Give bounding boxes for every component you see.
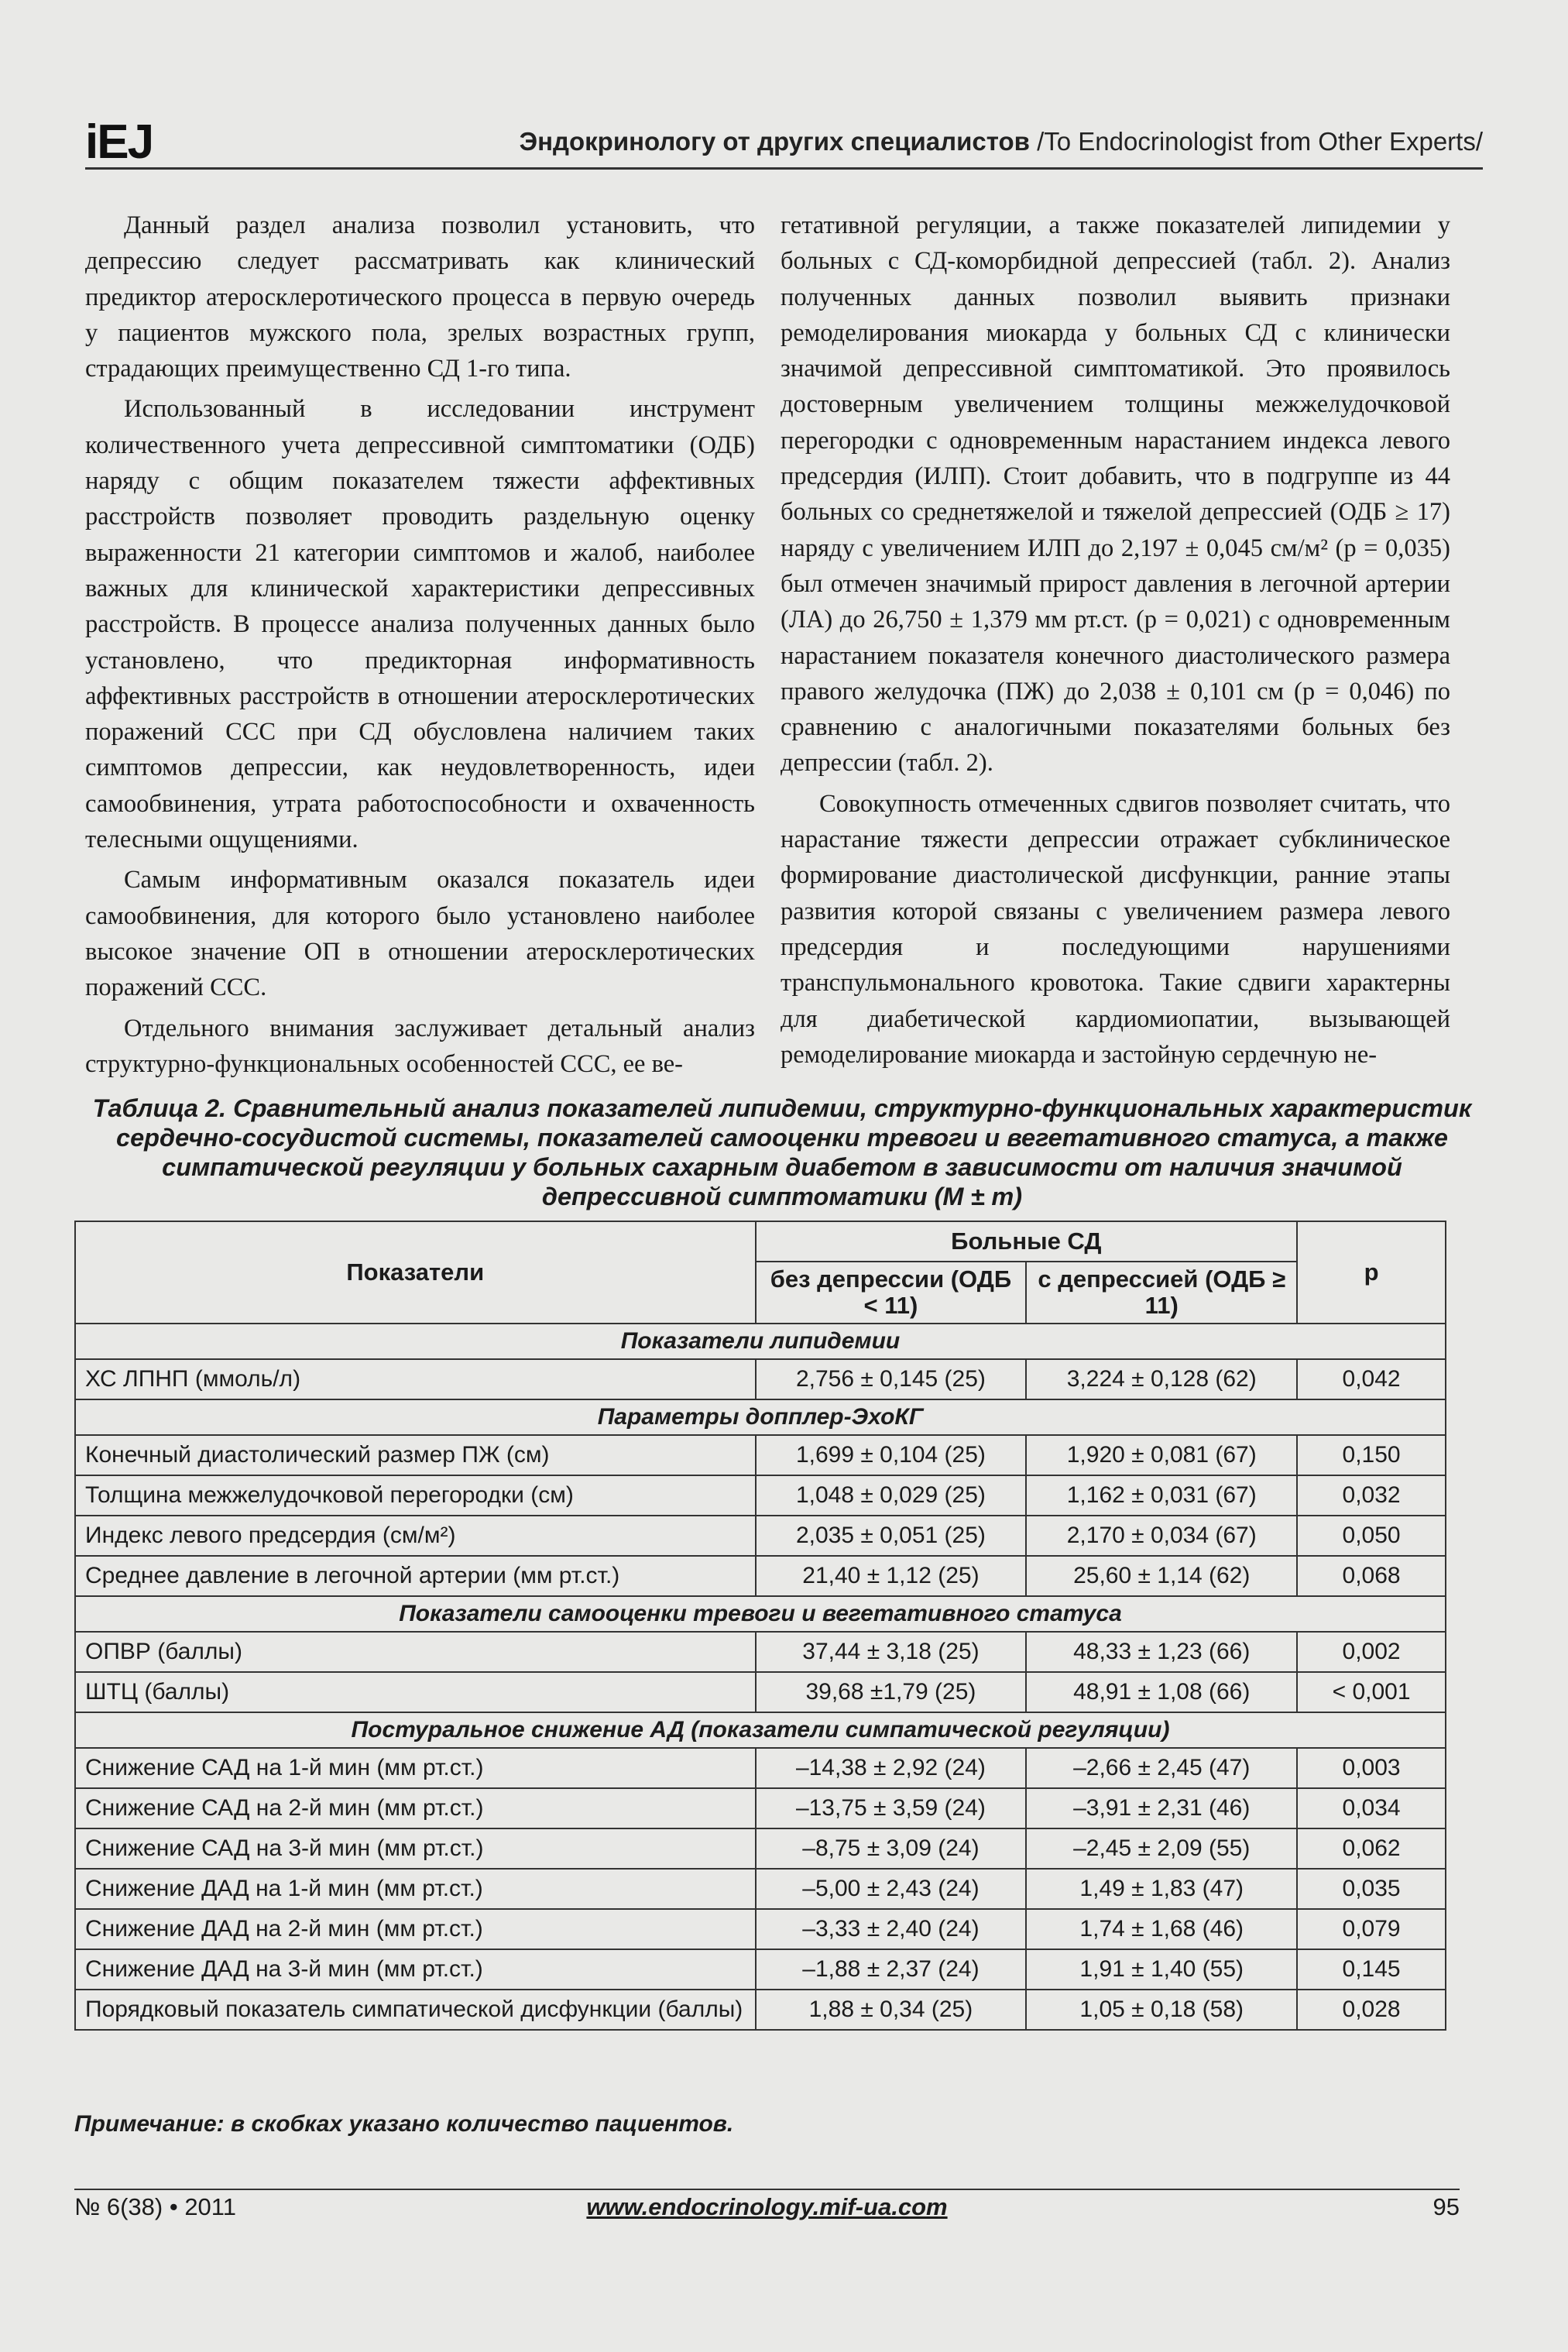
- indicator-cell: Снижение ДАД на 3-й мин (мм рт.ст.): [75, 1949, 756, 1990]
- table-row: [75, 1556, 1446, 1596]
- with-depression-cell: –3,91 ± 2,31 (46): [1026, 1788, 1297, 1828]
- indicator-cell: Снижение ДАД на 2-й мин (мм рт.ст.): [75, 1909, 756, 1949]
- indicator-cell: Порядковый показатель симпатической дисфункции (баллы): [75, 1990, 756, 2030]
- with-depression-cell: 48,33 ± 1,23 (66): [1026, 1632, 1297, 1672]
- table-row: [75, 1435, 1446, 1475]
- p-value-cell: 0,002: [1297, 1632, 1446, 1672]
- header-p: p: [1297, 1221, 1446, 1324]
- section-title: Показатели самооценки тревоги и вегетативного статуса: [75, 1596, 1446, 1632]
- running-title: [520, 127, 1483, 156]
- p-value-cell: 0,062: [1297, 1828, 1446, 1869]
- with-depression-cell: 3,224 ± 0,128 (62): [1026, 1359, 1297, 1399]
- section-header-row: [75, 1596, 1446, 1632]
- no-depression-cell: 39,68 ±1,79 (25): [756, 1672, 1027, 1712]
- p-value-cell: < 0,001: [1297, 1672, 1446, 1712]
- indicator-cell: Индекс левого предсердия (см/м²): [75, 1516, 756, 1556]
- table-row: [75, 1909, 1446, 1949]
- no-depression-cell: –13,75 ± 3,59 (24): [756, 1788, 1027, 1828]
- p-value-cell: 0,068: [1297, 1556, 1446, 1596]
- table-caption: Таблица 2. Сравнительный анализ показателей липидемии, структурно-функциональных характеристик сердечно-сосудистой системы, показателей самооценки тревоги и вегетативного статуса, а также симпатической регуляции у больных сахарным диабетом в зависимости от наличия значимой депрессивной симптоматики (M ± m): [92, 1094, 1472, 1210]
- table-row: [75, 1990, 1446, 2030]
- with-depression-cell: –2,66 ± 2,45 (47): [1026, 1748, 1297, 1788]
- page-number: 95: [1432, 2193, 1460, 2220]
- issue-number: № 6(38) • 2011: [74, 2193, 236, 2220]
- no-depression-cell: –8,75 ± 3,09 (24): [756, 1828, 1027, 1869]
- no-depression-cell: –14,38 ± 2,92 (24): [756, 1748, 1027, 1788]
- header-no-depression: без депрессии (ОДБ < 11): [756, 1262, 1027, 1324]
- p-value-cell: 0,034: [1297, 1788, 1446, 1828]
- table-row: [75, 1359, 1446, 1399]
- table-row: [75, 1748, 1446, 1788]
- page-header: [85, 108, 1483, 170]
- section-title-ru: Эндокринологу от других специалистов: [519, 127, 1030, 156]
- no-depression-cell: –3,33 ± 2,40 (24): [756, 1909, 1027, 1949]
- journal-website-link[interactable]: www.endocrinology.mif-ua.com: [586, 2193, 948, 2220]
- p-value-cell: 0,003: [1297, 1748, 1446, 1788]
- with-depression-cell: –2,45 ± 2,09 (55): [1026, 1828, 1297, 1869]
- no-depression-cell: 2,756 ± 0,145 (25): [756, 1359, 1027, 1399]
- with-depression-cell: 2,170 ± 0,034 (67): [1026, 1516, 1297, 1556]
- section-title: Постуральное снижение АД (показатели симпатической регуляции): [75, 1712, 1446, 1748]
- no-depression-cell: 21,40 ± 1,12 (25): [756, 1556, 1027, 1596]
- header-with-depression: с депрессией (ОДБ ≥ 11): [1026, 1262, 1297, 1324]
- table-row: [75, 1949, 1446, 1990]
- section-header-row: [75, 1324, 1446, 1359]
- indicator-cell: Снижение САД на 1-й мин (мм рт.ст.): [75, 1748, 756, 1788]
- indicator-cell: Конечный диастолический размер ПЖ (см): [75, 1435, 756, 1475]
- table-note: Примечание: в скобках указано количество пациентов.: [74, 2111, 734, 2137]
- table-row: [75, 1672, 1446, 1712]
- p-value-cell: 0,028: [1297, 1990, 1446, 2030]
- indicator-cell: ШТЦ (баллы): [75, 1672, 756, 1712]
- footer-rule: [74, 2189, 1460, 2190]
- paragraph: Данный раздел анализа позволил установить, что депрессию следует рассматривать как клинический предиктор атеросклеротического процесса в первую очередь у пациентов мужского пола, зрелых возрастных групп, страдающих преимущественно СД 1-го типа.: [85, 211, 755, 383]
- with-depression-cell: 1,162 ± 0,031 (67): [1026, 1475, 1297, 1516]
- no-depression-cell: –1,88 ± 2,37 (24): [756, 1949, 1027, 1990]
- p-value-cell: 0,042: [1297, 1359, 1446, 1399]
- p-value-cell: 0,150: [1297, 1435, 1446, 1475]
- p-value-cell: 0,079: [1297, 1909, 1446, 1949]
- header-patients-group: Больные СД: [756, 1221, 1298, 1262]
- p-value-cell: 0,050: [1297, 1516, 1446, 1556]
- with-depression-cell: 1,74 ± 1,68 (46): [1026, 1909, 1297, 1949]
- table-body: [75, 1324, 1446, 2030]
- section-header-row: [75, 1399, 1446, 1435]
- indicator-cell: Толщина межжелудочковой перегородки (см): [75, 1475, 756, 1516]
- p-value-cell: 0,032: [1297, 1475, 1446, 1516]
- with-depression-cell: 48,91 ± 1,08 (66): [1026, 1672, 1297, 1712]
- indicator-cell: Снижение ДАД на 1-й мин (мм рт.ст.): [75, 1869, 756, 1909]
- no-depression-cell: 37,44 ± 3,18 (25): [756, 1632, 1027, 1672]
- section-header-row: [75, 1712, 1446, 1748]
- with-depression-cell: 1,05 ± 0,18 (58): [1026, 1990, 1297, 2030]
- table-row: [75, 1869, 1446, 1909]
- paragraph: Использованный в исследовании инструмент количественного учета депрессивной симптоматики (ОДБ) наряду с общим показателем тяжести аффективных расстройств позволяет проводить раздельную оценку выраженности 21 категории симптомов и жалоб, наиболее важных для клинической характеристики депрессивных расстройств. В процессе анализа полученных данных было установлено, что предикторная информативность аффективных расстройств в отношении атеросклеротических поражений ССС при СД обусловлена наличием таких симптомов депрессии, как неудовлетворенность, идеи самообвинения, утрата работоспособности и охваченность телесными ощущениями.: [85, 395, 755, 854]
- header-indicators: Показатели: [75, 1221, 756, 1324]
- with-depression-cell: 1,91 ± 1,40 (55): [1026, 1949, 1297, 1990]
- paragraph: гетативной регуляции, а также показателей липидемии у больных с СД-коморбидной депрессией (табл. 2). Анализ полученных данных позволил выявить признаки ремоделирования миокарда у больных СД с клинически значимой депрессивной симптоматикой. Это проявилось достоверным увеличением толщины межжелудочковой перегородки с одновременным нарастанием индекса левого предсердия (ИЛП). Стоит добавить, что в подгруппе из 44 больных со среднетяжелой и тяжелой депрессией (ОДБ ≥ 17) наряду с увеличением ИЛП до 2,197 ± 0,045 см/м² (р = 0,035) был отмечен значимый прирост давления в легочной артерии (ЛА) до 26,750 ± 1,379 мм рт.ст. (р = 0,021) с одновременным нарастанием показателя конечного диастолического размера правого желудочка (ПЖ) до 2,038 ± 0,101 см (р = 0,046) по сравнению с аналогичными показателями больных без депрессии (табл. 2).: [781, 211, 1450, 778]
- table-row: [75, 1828, 1446, 1869]
- results-table: [74, 1221, 1446, 2031]
- table-row: [75, 1475, 1446, 1516]
- table-row: [75, 1632, 1446, 1672]
- section-title: Параметры допплер-ЭхоКГ: [75, 1399, 1446, 1435]
- no-depression-cell: 2,035 ± 0,051 (25): [756, 1516, 1027, 1556]
- p-value-cell: 0,035: [1297, 1869, 1446, 1909]
- paragraph: Самым информативным оказался показатель идеи самообвинения, для которого было установлено наиболее высокое значение ОП в отношении атеросклеротических поражений ССС.: [85, 866, 755, 1002]
- with-depression-cell: 1,49 ± 1,83 (47): [1026, 1869, 1297, 1909]
- section-title-en: /To Endocrinologist from Other Experts/: [1029, 127, 1483, 156]
- paragraph: Совокупность отмеченных сдвигов позволяет считать, что нарастание тяжести депрессии отражает субклиническое формирование диастолической дисфункции, ранние этапы развития которой связаны с увеличением размера левого предсердия и последующими нарушениями транспульмонального кровотока. Такие сдвиги характерны для диабетической кардиомиопатии, вызывающей ремоделирование миокарда и застойную сердечную не-: [781, 789, 1450, 1069]
- table-row: [75, 1788, 1446, 1828]
- paragraph: Отдельного внимания заслуживает детальный анализ структурно-функциональных особенностей ССС, ее ве-: [85, 1014, 755, 1078]
- header-rule: [85, 167, 1483, 170]
- no-depression-cell: 1,88 ± 0,34 (25): [756, 1990, 1027, 2030]
- with-depression-cell: 1,920 ± 0,081 (67): [1026, 1435, 1297, 1475]
- indicator-cell: ОПВР (баллы): [75, 1632, 756, 1672]
- indicator-cell: Снижение САД на 2-й мин (мм рт.ст.): [75, 1788, 756, 1828]
- text-column-left: [85, 208, 755, 1087]
- no-depression-cell: 1,699 ± 0,104 (25): [756, 1435, 1027, 1475]
- page-footer: [74, 2193, 1460, 2232]
- table-row: [75, 1516, 1446, 1556]
- no-depression-cell: –5,00 ± 2,43 (24): [756, 1869, 1027, 1909]
- indicator-cell: Среднее давление в легочной артерии (мм рт.ст.): [75, 1556, 756, 1596]
- section-title: Показатели липидемии: [75, 1324, 1446, 1359]
- indicator-cell: Снижение САД на 3-й мин (мм рт.ст.): [75, 1828, 756, 1869]
- p-value-cell: 0,145: [1297, 1949, 1446, 1990]
- journal-logo: iEJ: [85, 115, 153, 169]
- with-depression-cell: 25,60 ± 1,14 (62): [1026, 1556, 1297, 1596]
- indicator-cell: ХС ЛПНП (ммоль/л): [75, 1359, 756, 1399]
- no-depression-cell: 1,048 ± 0,029 (25): [756, 1475, 1027, 1516]
- text-column-right: [781, 208, 1450, 1077]
